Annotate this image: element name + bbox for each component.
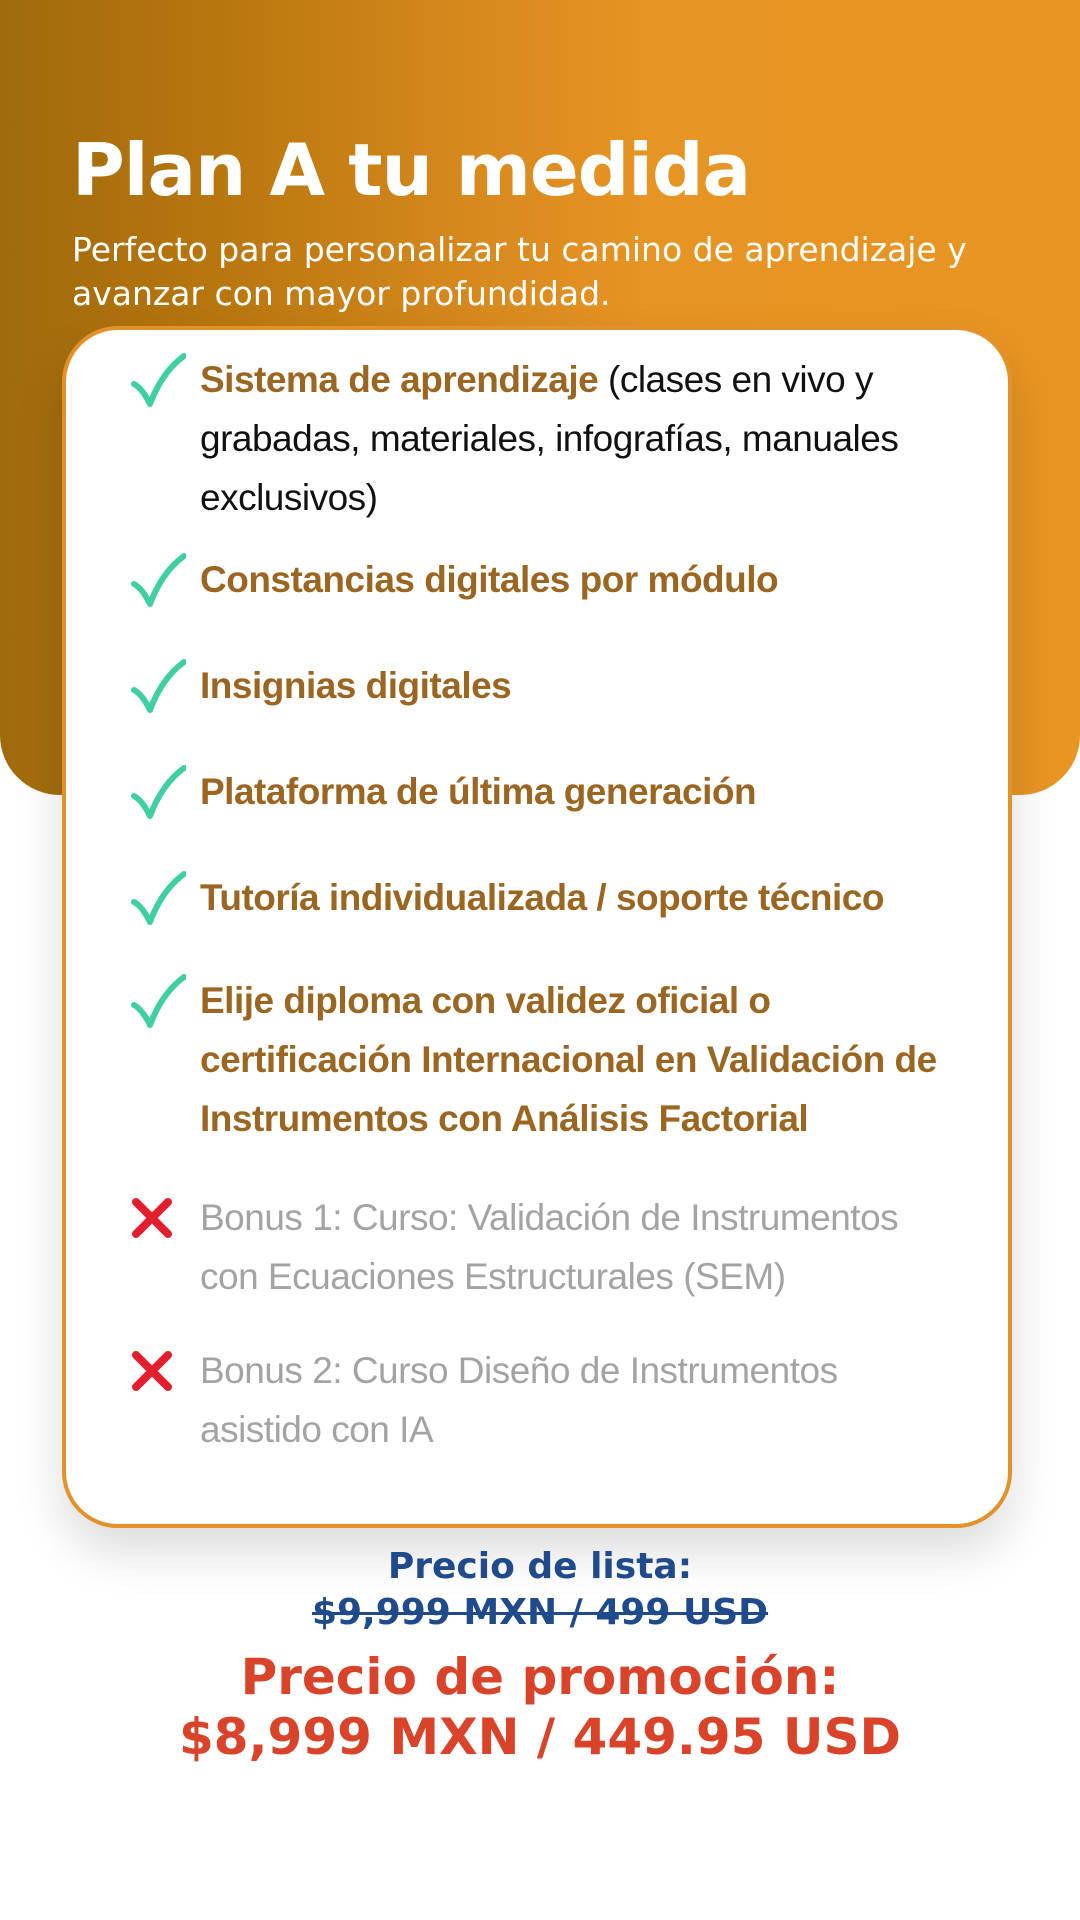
feature-highlight: Constancias digitales por módulo	[200, 559, 779, 600]
promo-price-label: Precio de promoción:	[240, 1648, 840, 1706]
feature-text	[200, 971, 960, 1148]
list-price-value: $9,999 MXN / 499 USD	[311, 1592, 769, 1633]
bonus-item	[130, 1341, 960, 1459]
list-price-label: Precio de lista:	[387, 1546, 693, 1587]
feature-detail: (clases en vivo y grabadas, materiales, infografías, manuales exclusivos)	[200, 359, 899, 518]
check-icon	[130, 762, 200, 822]
feature-highlight: Plataforma de última generación	[200, 771, 757, 812]
bonus-text: Bonus 2: Curso Diseño de Instrumentos asistido con IA	[200, 1350, 838, 1450]
cross-icon	[130, 1341, 200, 1401]
feature-item	[130, 971, 960, 1148]
bonus-item	[130, 1188, 960, 1306]
page-title: Plan A tu medida	[72, 128, 751, 212]
check-icon	[130, 550, 200, 610]
check-icon	[130, 656, 200, 716]
check-icon	[130, 350, 200, 410]
feature-text	[200, 550, 960, 609]
promo-price-value: $8,999 MXN / 449.95 USD	[178, 1708, 902, 1766]
feature-text	[200, 656, 960, 715]
feature-text	[200, 350, 960, 527]
bonus-text: Bonus 1: Curso: Validación de Instrumentos con Ecuaciones Estructurales (SEM)	[200, 1197, 899, 1297]
feature-item	[130, 550, 960, 610]
feature-highlight: Tutoría individualizada / soporte técnico	[200, 877, 884, 918]
feature-text	[200, 868, 960, 927]
feature-item	[130, 656, 960, 716]
page-subtitle: Perfecto para personalizar tu camino de aprendizaje y avanzar con mayor profundidad.	[72, 230, 967, 313]
feature-item	[130, 868, 960, 928]
cross-icon	[130, 1188, 200, 1248]
feature-highlight: Elije diploma con validez oficial o certificación Internacional en Validación de Instrumentos con Análisis Factorial	[200, 980, 937, 1139]
feature-item	[130, 350, 960, 527]
feature-highlight: Sistema de aprendizaje	[200, 359, 599, 400]
check-icon	[130, 868, 200, 928]
feature-highlight: Insignias digitales	[200, 665, 512, 706]
check-icon	[130, 971, 200, 1031]
feature-item	[130, 762, 960, 822]
feature-text	[200, 762, 960, 821]
